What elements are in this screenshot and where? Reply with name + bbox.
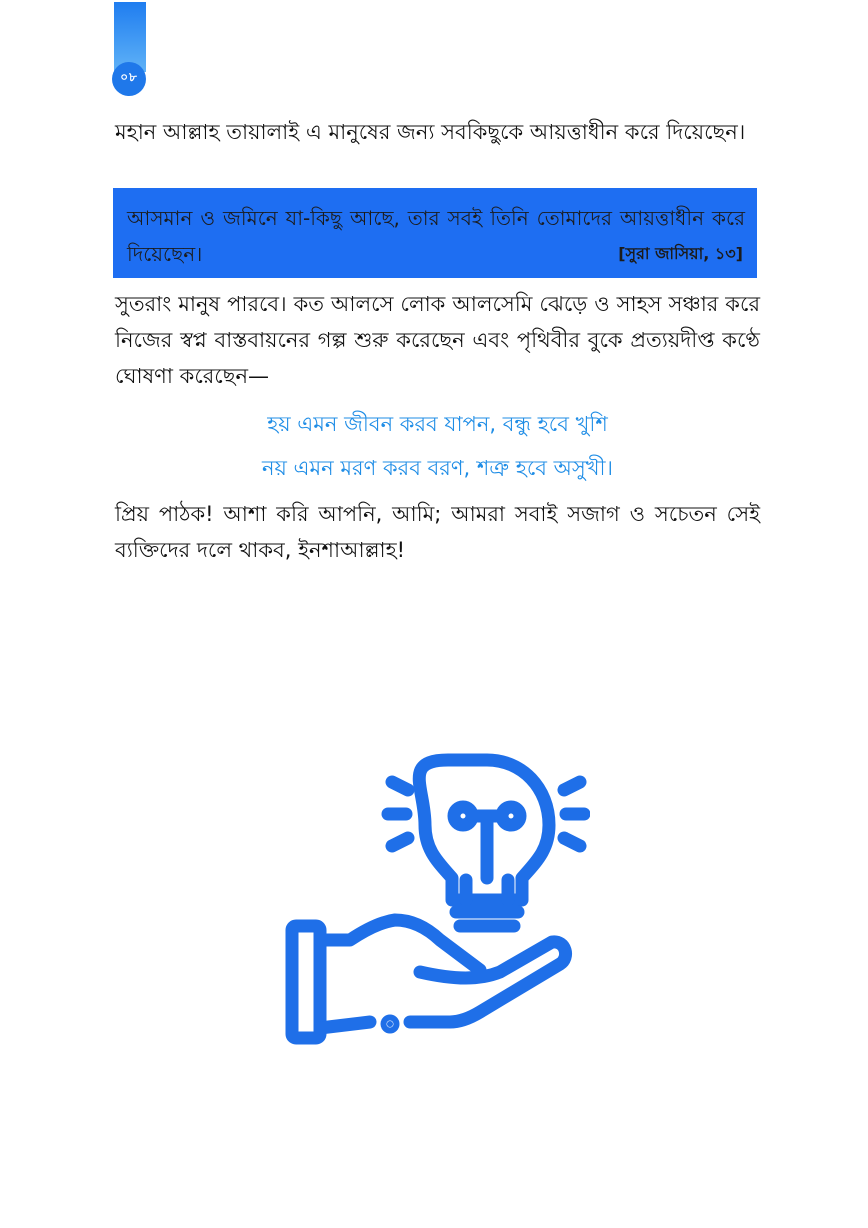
quote-reference: [সুরা জাসিয়া, ১৩] — [618, 244, 743, 263]
quote-box — [113, 188, 757, 278]
hand-holding-lightbulb-icon — [280, 740, 590, 1060]
page-number-badge: ০৮ — [112, 62, 146, 96]
paragraph-closing: প্রিয় পাঠক! আশা করি আপনি, আমি; আমরা সবাই সজাগ ও সচেতন সেই ব্যক্তিদের দলে থাকব, ইনশাআল্লাহ! — [115, 502, 760, 562]
hand-icon — [320, 920, 566, 1028]
verse-line-1: হয় এমন জীবন করব যাপন, বন্ধু হবে খুশি — [267, 412, 608, 436]
paragraph-body: সুতরাং মানুষ পারবে। কত আলসে লোক আলসেমি ঝেড়ে ও সাহস সঞ্চার করে নিজের স্বপ্ন বাস্তবায়নের গল্প শুরু করেছেন এবং পৃথিবীর বুকে প্রত্যয়দীপ্ত কণ্ঠে ঘোষণা করেছেন— — [115, 292, 760, 388]
paragraph-intro: মহান আল্লাহ তায়ালাই এ মানুষের জন্য সবকিছুকে আয়ত্তাধীন করে দিয়েছেন। — [115, 120, 746, 144]
quote-text: আসমান ও জমিনে যা-কিছু আছে, তার সবই তিনি তোমাদের আয়ত্তাধীন করে দিয়েছেন। — [127, 206, 745, 266]
verse-line-2: নয় এমন মরণ করব বরণ, শত্রু হবে অসুখী। — [261, 456, 614, 480]
